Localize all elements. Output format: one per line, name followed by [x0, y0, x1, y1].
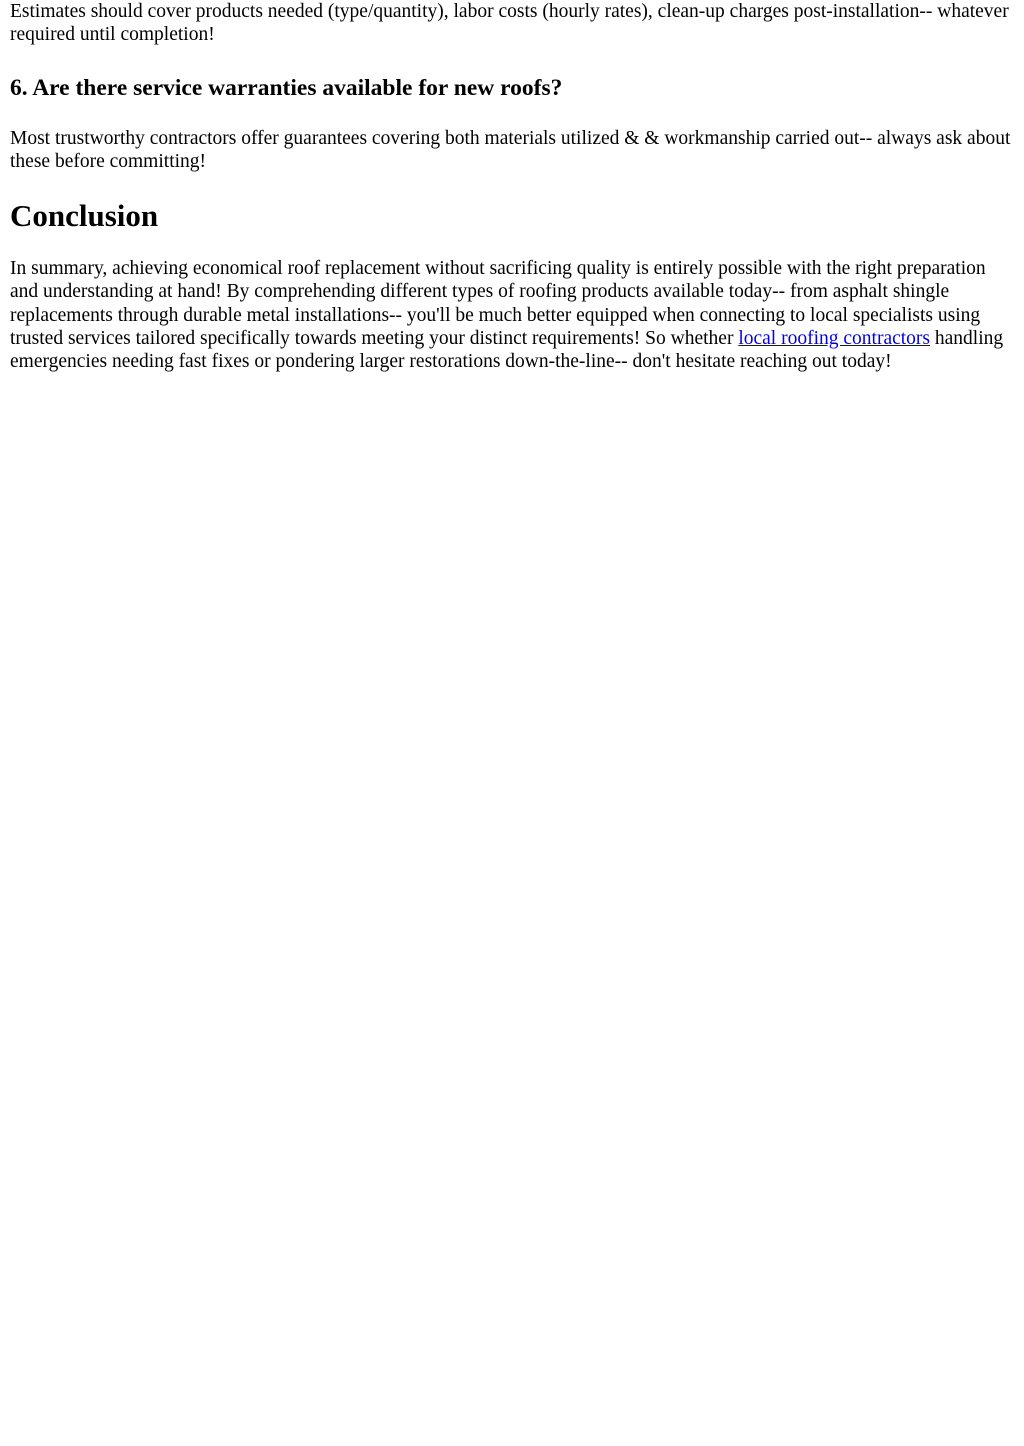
faq-6-question-heading: 6. Are there service warranties available for new roofs?	[10, 74, 563, 101]
conclusion-text-after-link: handling emergencies needing fast fixes or pondering larger restorations down-the-line-- don't hesitate reaching out today!	[10, 328, 1004, 373]
intro-paragraph: Estimates should cover products needed (type/quantity), labor costs (hourly rates), clean-up charges post-installation-- whatever required until completion!	[10, 1, 1009, 46]
faq-6-answer-paragraph: Most trustworthy contractors offer guarantees covering both materials utilized & & workmanship carried out-- always ask about these before committing!	[10, 127, 1011, 172]
conclusion-text-before-link: In summary, achieving economical roof replacement without sacrificing quality is entirely possible with the right preparation and understanding at hand! By comprehending different types of roofing products available today-- from asphalt shingle replacements through durable metal installations-- you'll be much better equipped when connecting to local specialists using trusted services tailored specifically towards meeting your distinct requirements! So whether	[10, 258, 986, 350]
local-roofing-contractors-link[interactable]: local roofing contractors	[738, 328, 931, 350]
conclusion-heading: Conclusion	[10, 198, 159, 234]
article-body	[0, 0, 1024, 374]
conclusion-paragraph	[10, 257, 1014, 373]
